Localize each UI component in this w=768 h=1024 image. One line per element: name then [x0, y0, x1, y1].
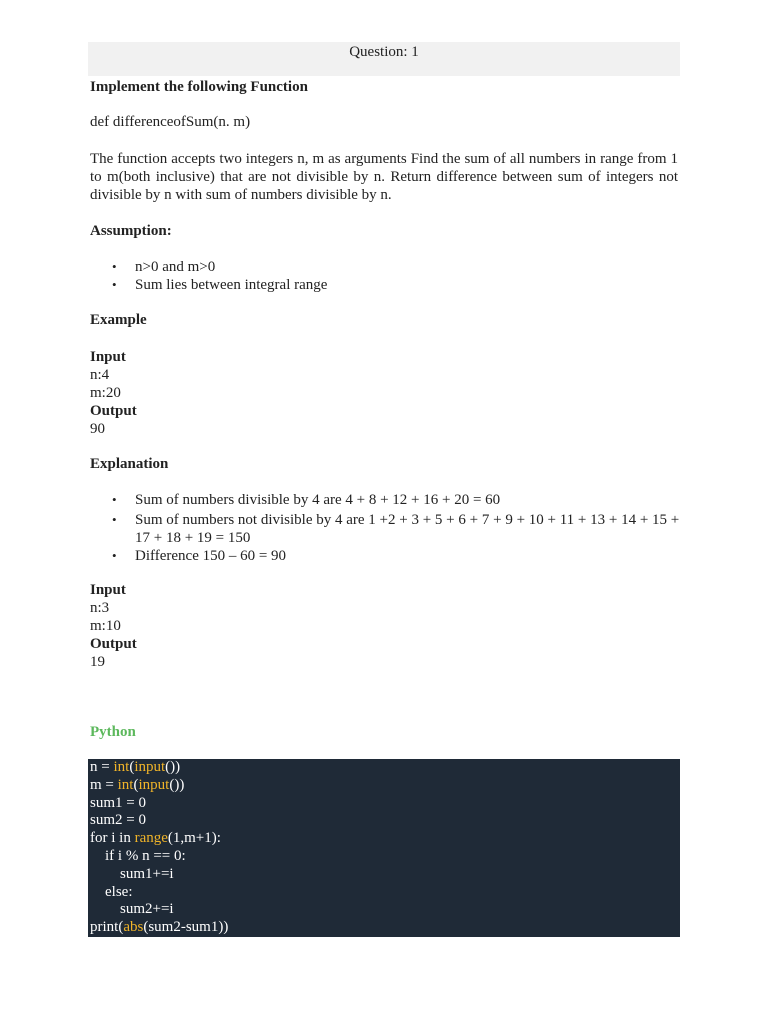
code-text: m = [90, 776, 118, 793]
problem-description: The function accepts two integers n, m as arguments Find the sum of all numbers in range from 1 to m(both inclusive) that are not divisible by n. Return difference between sum of integers not divisible by n with sum of numbers divisible by n. [90, 151, 678, 203]
assumption-list [90, 258, 680, 294]
example-1 [90, 348, 137, 438]
code-keyword: int [113, 759, 130, 775]
code-keyword: range [134, 830, 168, 847]
list-item: • n>0 and m>0 [90, 258, 680, 276]
code-keyword: abs [123, 919, 144, 936]
code-text: print( [90, 919, 124, 936]
input-n: n:4 [90, 367, 110, 383]
code-text: for i in [90, 830, 135, 847]
example-heading: Example [90, 312, 147, 328]
code-line [90, 866, 680, 884]
code-keyword: input [134, 759, 166, 775]
code-line [90, 795, 680, 813]
code-text: ( [133, 776, 139, 793]
code-text: sum2 = 0 [90, 812, 146, 829]
output-value: 90 [90, 421, 105, 437]
function-signature: def differenceofSum(n. m) [90, 114, 251, 130]
input-m: m:20 [90, 385, 121, 401]
code-line [90, 759, 680, 777]
code-line [90, 901, 680, 919]
code-text: ()) [169, 776, 185, 793]
input-label: Input [90, 582, 126, 598]
assumption-heading: Assumption: [90, 223, 172, 239]
example-2 [90, 581, 137, 671]
code-line [90, 812, 680, 830]
code-text: ()) [165, 759, 181, 775]
code-text: n = [90, 759, 114, 775]
list-item: • Sum lies between integral range [90, 276, 680, 294]
output-label: Output [90, 403, 137, 419]
code-block [88, 759, 680, 937]
input-n: n:3 [90, 600, 110, 616]
code-text: else: [90, 883, 133, 900]
code-line [90, 848, 680, 866]
input-m: m:10 [90, 618, 121, 634]
code-line [90, 919, 680, 937]
code-text: if i % n == 0: [90, 847, 186, 864]
output-value: 19 [90, 654, 105, 670]
list-item: • Sum of numbers not divisible by 4 are 1 +2 + 3 + 5 + 6 + 7 + 9 + 10 + 11 + 13 + 14 + 15 + 17 + 18 + 19 = 150 [90, 511, 680, 547]
code-text: sum1 = 0 [90, 794, 146, 811]
code-keyword: input [138, 776, 170, 793]
code-line [90, 777, 680, 795]
code-text: (1,m+1): [167, 830, 221, 847]
function-title: Implement the following Function [90, 79, 308, 95]
code-text: sum2+=i [90, 901, 174, 918]
code-keyword: int [117, 776, 134, 793]
output-label: Output [90, 636, 137, 652]
list-item: • Sum of numbers divisible by 4 are 4 + 8 + 12 + 16 + 20 = 60 [90, 491, 680, 509]
code-text: (sum2-sum1)) [143, 919, 229, 936]
language-label: Python [90, 724, 136, 740]
code-line [90, 830, 680, 848]
code-text: sum1+=i [90, 865, 174, 882]
code-line [90, 884, 680, 902]
list-item: • Difference 150 – 60 = 90 [90, 547, 680, 565]
explanation-list [90, 491, 680, 565]
explanation-heading: Explanation [90, 456, 169, 472]
input-label: Input [90, 349, 126, 365]
code-text: ( [129, 759, 135, 775]
question-header: Question: 1 [88, 42, 680, 76]
